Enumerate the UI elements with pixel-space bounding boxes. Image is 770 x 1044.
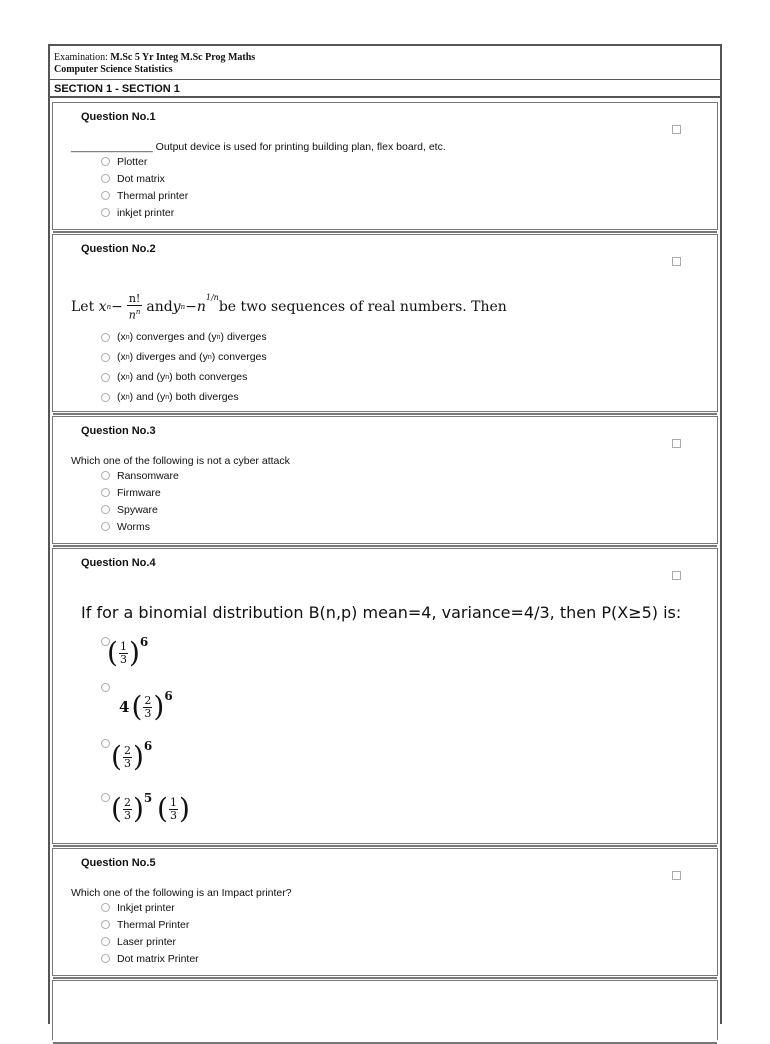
option[interactable]: Dot matrix bbox=[101, 170, 188, 187]
radio-icon[interactable] bbox=[101, 373, 110, 382]
question-text: Which one of the following is not a cyber attack bbox=[71, 455, 290, 467]
radio-icon[interactable] bbox=[101, 157, 110, 166]
option[interactable]: (x n ) diverges and (y n ) converges bbox=[101, 347, 267, 367]
question-2 bbox=[52, 234, 718, 412]
option[interactable]: Laser printer bbox=[101, 933, 199, 950]
option[interactable]: Thermal Printer bbox=[101, 916, 199, 933]
option[interactable]: Plotter bbox=[101, 153, 188, 170]
option-formula: ( 2 3 ) 5 ( 1 3 ) bbox=[111, 791, 190, 825]
options-list bbox=[101, 899, 199, 967]
question-title: Question No.5 bbox=[81, 857, 156, 869]
option[interactable]: Worms bbox=[101, 518, 179, 535]
radio-icon[interactable] bbox=[101, 739, 110, 748]
question-text: If for a binomial distribution B(n,p) mean=4, variance=4/3, then P(X≥5) is: bbox=[81, 603, 682, 622]
question-title: Question No.3 bbox=[81, 425, 156, 437]
option[interactable]: Inkjet printer bbox=[101, 899, 199, 916]
question-4 bbox=[52, 548, 718, 844]
options-list bbox=[101, 327, 267, 407]
options-list bbox=[101, 467, 179, 535]
option[interactable]: Dot matrix Printer bbox=[101, 950, 199, 967]
exam-line2: Computer Science Statistics bbox=[54, 64, 173, 75]
question-title: Question No.1 bbox=[81, 111, 156, 123]
mark-checkbox[interactable] bbox=[672, 871, 681, 880]
option[interactable]: (x n ) and (y n ) both diverges bbox=[101, 387, 267, 407]
mark-checkbox[interactable] bbox=[672, 125, 681, 134]
question-1 bbox=[52, 102, 718, 230]
option[interactable]: Spyware bbox=[101, 501, 179, 518]
option[interactable]: Ransomware bbox=[101, 467, 179, 484]
radio-icon[interactable] bbox=[101, 522, 110, 531]
question-formula: Let x n − $\frac{n!}{n^n}$ and y n − n $^{1/n}$ be two sequences of real numbers. Then bbox=[71, 292, 507, 322]
radio-icon[interactable] bbox=[101, 920, 110, 929]
question-6-partial bbox=[52, 980, 718, 1040]
question-title: Question No.2 bbox=[81, 243, 156, 255]
radio-icon[interactable] bbox=[101, 488, 110, 497]
mark-checkbox[interactable] bbox=[672, 257, 681, 266]
radio-icon[interactable] bbox=[101, 903, 110, 912]
radio-icon[interactable] bbox=[101, 471, 110, 480]
radio-icon[interactable] bbox=[101, 191, 110, 200]
option[interactable]: Thermal printer bbox=[101, 187, 188, 204]
radio-icon[interactable] bbox=[101, 393, 110, 402]
radio-icon[interactable] bbox=[101, 683, 110, 692]
radio-icon[interactable] bbox=[101, 174, 110, 183]
fraction: $\frac{n!}{n^n}$ bbox=[128, 292, 141, 322]
options-list bbox=[101, 153, 188, 221]
exam-name: M.Sc 5 Yr Integ M.Sc Prog Maths bbox=[110, 52, 256, 63]
answer-sheet bbox=[48, 44, 722, 1024]
radio-icon[interactable] bbox=[101, 333, 110, 342]
radio-icon[interactable] bbox=[101, 353, 110, 362]
section-title: SECTION 1 - SECTION 1 bbox=[50, 81, 720, 98]
radio-icon[interactable] bbox=[101, 954, 110, 963]
option-formula: 4 ( 2 3 ) 6 bbox=[119, 689, 173, 723]
radio-icon[interactable] bbox=[101, 208, 110, 217]
option-formula: ( 1 3 ) 6 bbox=[107, 635, 149, 669]
mark-checkbox[interactable] bbox=[672, 439, 681, 448]
question-3 bbox=[52, 416, 718, 544]
radio-icon[interactable] bbox=[101, 937, 110, 946]
exam-header bbox=[50, 46, 720, 80]
option-formula: ( 2 3 ) 6 bbox=[111, 739, 153, 773]
question-text: ______________ Output device is used for printing building plan, flex board, etc. bbox=[71, 141, 446, 153]
option[interactable]: Firmware bbox=[101, 484, 179, 501]
question-text: Which one of the following is an Impact printer? bbox=[71, 887, 292, 899]
radio-icon[interactable] bbox=[101, 505, 110, 514]
mark-checkbox[interactable] bbox=[672, 571, 681, 580]
question-title: Question No.4 bbox=[81, 557, 156, 569]
question-5 bbox=[52, 848, 718, 976]
option[interactable]: (x n ) and (y n ) both converges bbox=[101, 367, 267, 387]
option[interactable]: (x n ) converges and (y n ) diverges bbox=[101, 327, 267, 347]
radio-icon[interactable] bbox=[101, 793, 110, 802]
exam-label: Examination: bbox=[54, 52, 108, 63]
option[interactable]: inkjet printer bbox=[101, 204, 188, 221]
